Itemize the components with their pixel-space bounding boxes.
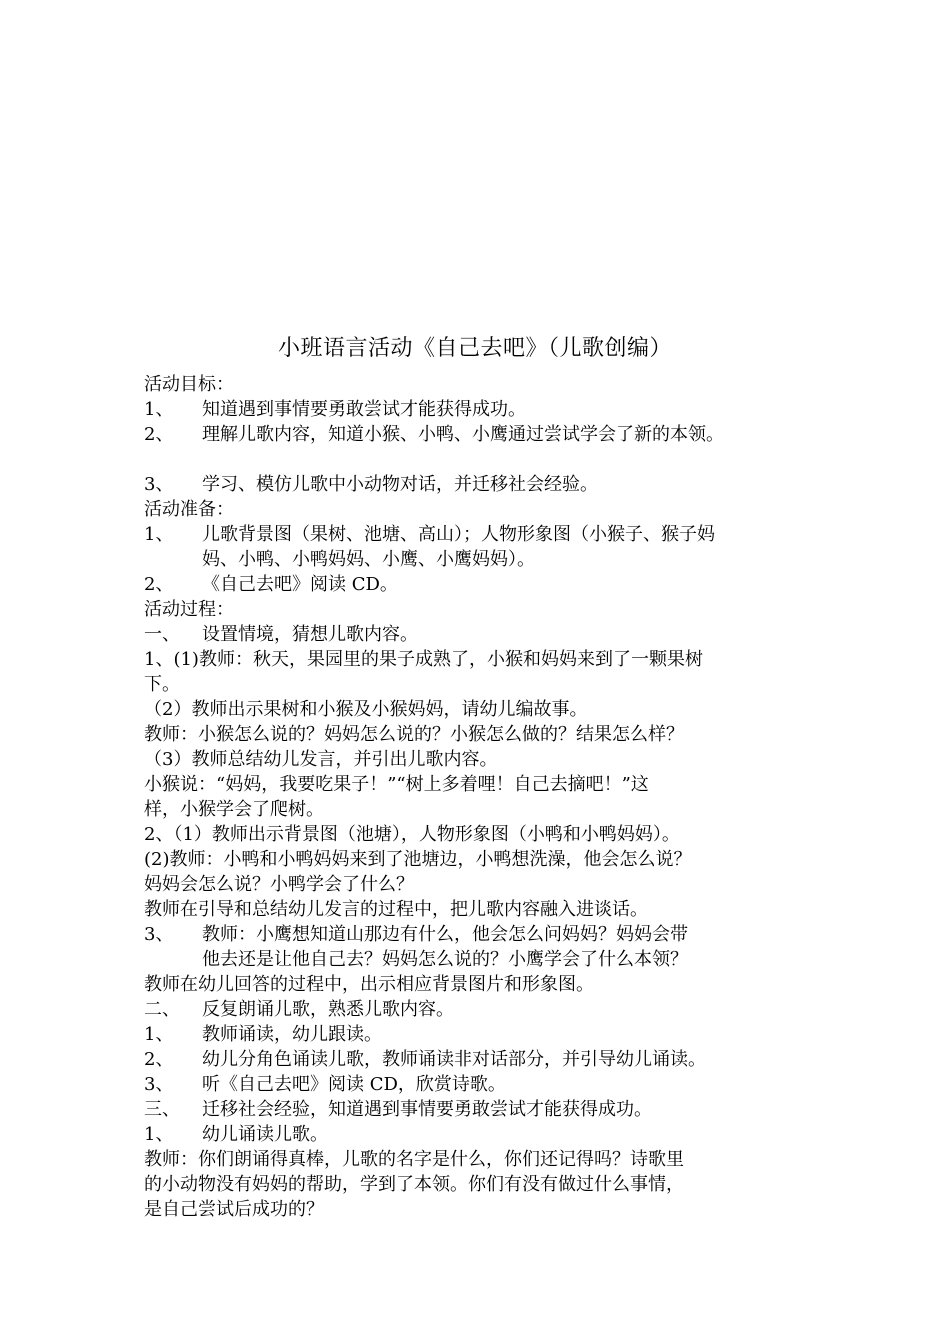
text-line: 样，小猴学会了爬树。 <box>144 799 324 820</box>
list-item <box>144 922 824 947</box>
list-item-text: 幼儿诵读儿歌。 <box>202 1124 328 1145</box>
list-item-text: 学习、模仿儿歌中小动物对话，并迁移社会经验。 <box>202 474 598 495</box>
list-item-text: 幼儿分角色诵读儿歌，教师诵读非对话部分，并引导幼儿诵读。 <box>202 1049 706 1070</box>
list-item-number: 2、 <box>144 574 174 595</box>
list-item-text: 他去还是让他自己去？妈妈怎么说的？小鹰学会了什么本领？ <box>202 949 688 970</box>
list-item-number: 1、 <box>144 399 174 420</box>
list-item-text: 《自己去吧》阅读 CD。 <box>202 574 398 595</box>
list-item <box>144 572 824 597</box>
list-item-text: 妈、小鸭、小鸭妈妈、小鹰、小鹰妈妈）。 <box>202 549 535 570</box>
text-line: 小猴说：“妈妈，我要吃果子！”“树上多着哩！自己去摘吧！”这 <box>144 774 649 795</box>
list-item-number: 二、 <box>144 999 180 1020</box>
list-item-number: 1、 <box>144 1024 174 1045</box>
text-line: 1、(1)教师：秋天，果园里的果子成熟了，小猴和妈妈来到了一颗果树 <box>144 649 703 670</box>
list-item-number: 3、 <box>144 1074 174 1095</box>
list-item-number <box>144 947 202 972</box>
list-item-number: 一、 <box>144 624 180 645</box>
list-item-text: 听《自己去吧》阅读 CD，欣赏诗歌。 <box>202 1074 506 1095</box>
list-item-number: 2、 <box>144 1049 174 1070</box>
document-body <box>144 372 824 1222</box>
text-line: 活动目标： <box>144 374 234 395</box>
list-item <box>144 1122 824 1147</box>
list-item <box>144 397 824 422</box>
document-title: 小班语言活动《自己去吧》（儿歌创编） <box>277 336 672 361</box>
text-line: 妈妈会怎么说？小鸭学会了什么？ <box>144 874 414 895</box>
list-item-text: 反复朗诵儿歌，熟悉儿歌内容。 <box>202 999 454 1020</box>
list-item <box>144 1072 824 1097</box>
text-line: (2)教师：小鸭和小鸭妈妈来到了池塘边，小鸭想洗澡，他会怎么说？ <box>144 849 692 870</box>
list-item-text: 教师诵读，幼儿跟读。 <box>202 1024 382 1045</box>
list-item <box>144 997 824 1022</box>
text-line: （3）教师总结幼儿发言，并引出儿歌内容。 <box>144 749 498 770</box>
list-item-text: 迁移社会经验，知道遇到事情要勇敢尝试才能获得成功。 <box>202 1099 652 1120</box>
list-item-number: 3、 <box>144 924 174 945</box>
list-item <box>144 622 824 647</box>
list-item <box>144 522 824 547</box>
list-item-number: 1、 <box>144 1124 174 1145</box>
text-line: 是自己尝试后成功的？ <box>144 1199 324 1220</box>
list-item-number: 1、 <box>144 524 174 545</box>
text-line: 教师：你们朗诵得真棒，儿歌的名字是什么，你们还记得吗？诗歌里 <box>144 1149 684 1170</box>
list-item <box>144 947 824 972</box>
list-item-number: 2、 <box>144 424 174 445</box>
list-item-text: 理解儿歌内容，知道小猴、小鸭、小鹰通过尝试学会了新的本领。 <box>202 424 724 445</box>
list-item-text: 设置情境，猜想儿歌内容。 <box>202 624 418 645</box>
list-item <box>144 1047 824 1072</box>
text-line: 2、（1）教师出示背景图（池塘），人物形象图（小鸭和小鸭妈妈）。 <box>144 824 680 845</box>
text-line: （2）教师出示果树和小猴及小猴妈妈，请幼儿编故事。 <box>144 699 588 720</box>
text-line: 活动过程： <box>144 599 234 620</box>
text-line: 的小动物没有妈妈的帮助，学到了本领。你们有没有做过什么事情， <box>144 1174 684 1195</box>
list-item <box>144 422 824 447</box>
list-item-text: 教师：小鹰想知道山那边有什么，他会怎么问妈妈？妈妈会带 <box>202 924 688 945</box>
text-line: 教师在引导和总结幼儿发言的过程中，把儿歌内容融入进谈话。 <box>144 899 648 920</box>
text-line: 下。 <box>144 674 180 695</box>
text-line: 教师在幼儿回答的过程中，出示相应背景图片和形象图。 <box>144 974 594 995</box>
list-item-number: 3、 <box>144 474 174 495</box>
list-item <box>144 1022 824 1047</box>
list-item <box>144 547 824 572</box>
text-line: 教师：小猴怎么说的？妈妈怎么说的？小猴怎么做的？结果怎么样？ <box>144 724 684 745</box>
list-item <box>144 472 824 497</box>
list-item-number: 三、 <box>144 1099 180 1120</box>
blank-line <box>144 447 824 472</box>
text-line: 活动准备： <box>144 499 234 520</box>
list-item-text: 儿歌背景图（果树、池塘、高山）；人物形象图（小猴子、猴子妈 <box>202 524 715 545</box>
list-item <box>144 1097 824 1122</box>
list-item-text: 知道遇到事情要勇敢尝试才能获得成功。 <box>202 399 526 420</box>
list-item-number <box>144 547 202 572</box>
